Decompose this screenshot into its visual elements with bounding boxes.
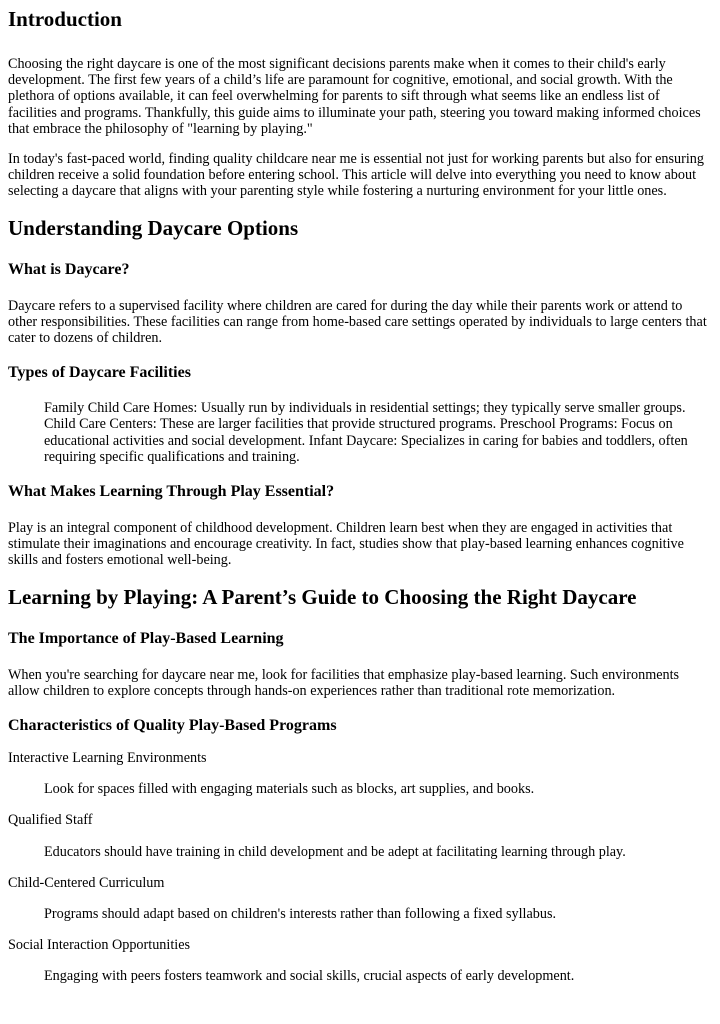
characteristic-detail: Engaging with peers fosters teamwork and social skills, crucial aspects of early development.	[44, 968, 575, 985]
intro-heading: Introduction	[8, 7, 122, 31]
section-heading-daycare-options: Understanding Daycare Options	[8, 215, 299, 240]
types-blockquote: Family Child Care Homes: Usually run by individuals in residential settings; they typically serve smaller groups. Child Care Centers: These are larger facilities that provide structured programs. Preschool Programs: Focus on educational activities and social development. Infant Daycare: Specializes in caring for babies and toddlers, often requiring specific qualifications and training.	[44, 400, 688, 465]
characteristic-detail: Look for spaces filled with engaging materials such as blocks, art supplies, and books.	[44, 781, 535, 798]
characteristic-label: Interactive Learning Environments	[8, 750, 207, 767]
section-heading-parents-guide: Learning by Playing: A Parent’s Guide to Choosing the Right Daycare	[8, 584, 637, 609]
paragraph-learning-through-play: Play is an integral component of childhood development. Children learn best when they are engaged in activities that stimulate their imaginations and encourage creativity. In fact, studies show that play-based learning enhances cognitive skills and fosters emotional well-being.	[8, 520, 684, 569]
subheading-characteristics: Characteristics of Quality Play-Based Programs	[8, 717, 337, 735]
subheading-learning-through-play: What Makes Learning Through Play Essential?	[8, 483, 335, 501]
characteristic-label: Qualified Staff	[8, 812, 93, 829]
subheading-what-is-daycare: What is Daycare?	[8, 260, 130, 278]
intro-paragraph: Choosing the right daycare is one of the most significant decisions parents make when it comes to their child's early development. The first few years of a child’s life are paramount for cognitive, emotional, and social growth. With the plethora of options available, it can feel overwhelming for parents to sift through what seems like an endless list of facilities and programs. Thankfully, this guide aims to illuminate your path, steering you toward making informed choices that embrace the philosophy of "learning by playing."	[8, 56, 701, 137]
characteristic-detail: Programs should adapt based on children's interests rather than following a fixed syllabus.	[44, 906, 557, 923]
subheading-importance-play: The Importance of Play-Based Learning	[8, 629, 284, 647]
characteristic-label: Social Interaction Opportunities	[8, 937, 191, 954]
paragraph-importance-play: When you're searching for daycare near me, look for facilities that emphasize play-based learning. Such environments allow children to explore concepts through hands-on experiences rather than traditional rote memorization.	[8, 666, 680, 699]
paragraph-what-is-daycare: Daycare refers to a supervised facility where children are cared for during the day while their parents work or attend to other responsibilities. These facilities can range from home-based care settings operated by individuals to large centers that cater to dozens of children.	[8, 297, 707, 347]
characteristic-detail: Educators should have training in child development and be adept at facilitating learning through play.	[44, 843, 626, 860]
subheading-types-of-daycare: Types of Daycare Facilities	[8, 364, 191, 382]
intro-paragraph: In today's fast-paced world, finding quality childcare near me is essential not just for working parents but also for ensuring children receive a solid foundation before entering school. This article will delve into everything you need to know about selecting a daycare that aligns with your parenting style while fostering a nurturing environment for your little ones.	[8, 151, 704, 200]
characteristic-label: Child-Centered Curriculum	[8, 874, 165, 891]
article	[0, 7, 720, 985]
